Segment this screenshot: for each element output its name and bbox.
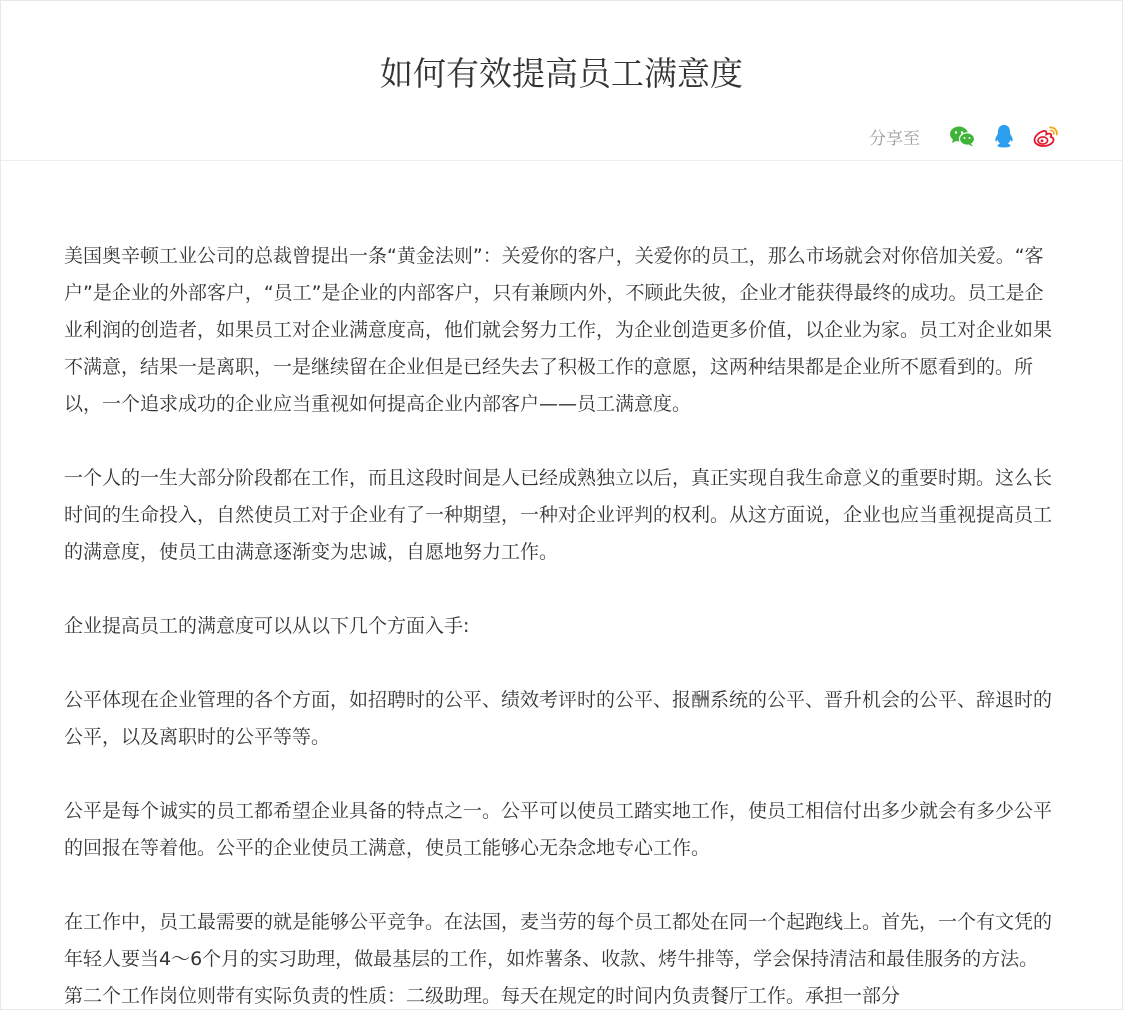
article-title: 如何有效提高员工满意度 <box>380 54 743 93</box>
article-body <box>64 238 1054 1010</box>
article-paragraph: 美国奥辛顿工业公司的总裁曾提出一条“黄金法则”：关爱你的客户，关爱你的员工，那么市场就会对你倍加关爱。“客户”是企业的外部客户，“员工”是企业的内部客户，只有兼顾内外，不顾此失彼，企业才能获得最终的成功。员工是企业利润的创造者，如果员工对企业满意度高，他们就会努力工作，为企业创造更多价值，以企业为家。员工对企业如果不满意，结果一是离职，一是继续留在企业但是已经失去了积极工作的意愿，这两种结果都是企业所不愿看到的。所以，一个追求成功的企业应当重视如何提高企业内部客户——员工满意度。 <box>64 245 1053 415</box>
qq-icon[interactable] <box>990 122 1018 150</box>
article-paragraph: 公平是每个诚实的员工都希望企业具备的特点之一。公平可以使员工踏实地工作，使员工相信付出多少就会有多少公平的回报在等着他。公平的企业使员工满意，使员工能够心无杂念地专心工作。 <box>64 800 1053 859</box>
article-header <box>1 1 1122 161</box>
weibo-icon[interactable] <box>1032 122 1060 150</box>
article-paragraph: 企业提高员工的满意度可以从以下几个方面入手: <box>64 615 470 637</box>
article-paragraph: 在工作中，员工最需要的就是能够公平竞争。在法国，麦当劳的每个员工都处在同一个起跑线上。首先，一个有文凭的年轻人要当4～6个月的实习助理，做最基层的工作，如炸薯条、收款、烤牛排等，学会保持清洁和最佳服务的方法。第二个工作岗位则带有实际负责的性质：二级助理。每天在规定的时间内负责餐厅工作。承担一部分 <box>64 911 1053 1007</box>
wechat-icon[interactable] <box>948 122 976 150</box>
article-paragraph: 公平体现在企业管理的各个方面，如招聘时的公平、绩效考评时的公平、报酬系统的公平、晋升机会的公平、辞退时的公平，以及离职时的公平等等。 <box>64 689 1053 748</box>
share-bar <box>869 121 1060 151</box>
share-label: 分享至 <box>869 128 920 149</box>
article-paragraph: 一个人的一生大部分阶段都在工作，而且这段时间是人已经成熟独立以后，真正实现自我生命意义的重要时期。这么长时间的生命投入，自然使员工对于企业有了一种期望，一种对企业评判的权利。从这方面说，企业也应当重视提高员工的满意度，使员工由满意逐渐变为忠诚，自愿地努力工作。 <box>64 467 1053 563</box>
